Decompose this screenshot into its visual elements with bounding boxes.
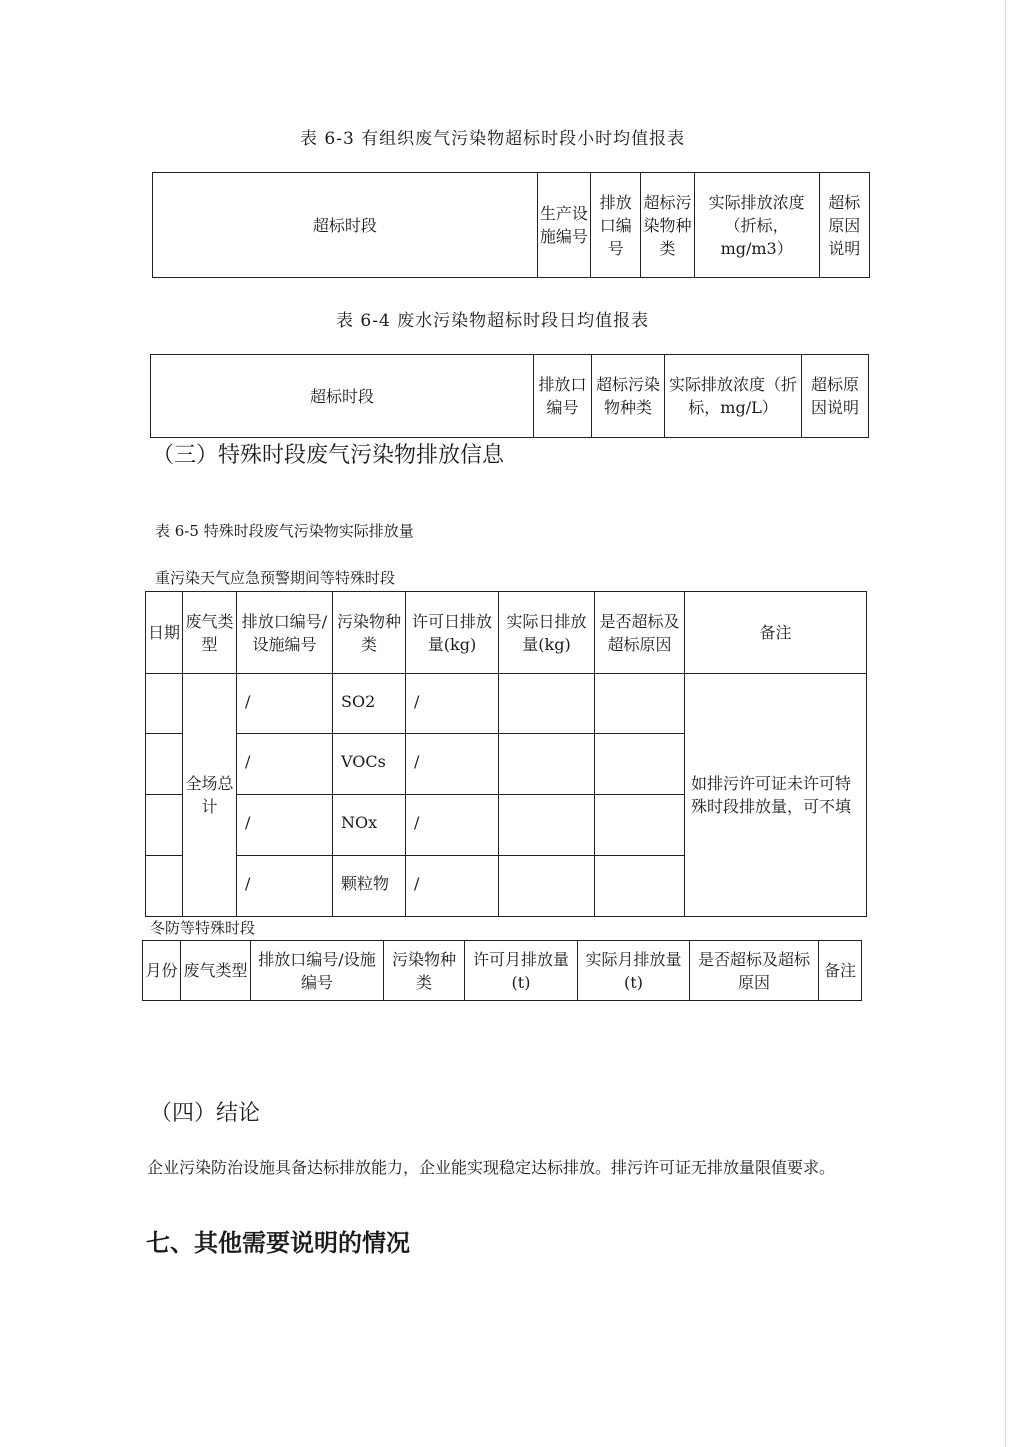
header-cell: 实际排放浓度（折标，mg/L）: [665, 355, 802, 438]
header-cell: 许可日排放量(kg): [406, 592, 499, 674]
header-cell: 污染物种类: [333, 592, 406, 674]
page-edge-line: [1005, 0, 1006, 1447]
header-cell: 废气类型: [181, 941, 251, 1001]
section-4-title: （四）结论: [150, 1101, 261, 1126]
header-cell: 污染物种类: [384, 941, 465, 1001]
date-cell: [146, 795, 183, 856]
header-cell: 超标污染物种类: [592, 355, 665, 438]
section-7-heading: 七、其他需要说明的情况: [146, 1229, 410, 1257]
header-cell: 备注: [819, 941, 862, 1001]
outlet-cell: /: [237, 734, 333, 795]
table-6-5-subtitle-1: 重污染天气应急预警期间等特殊时段: [155, 569, 396, 587]
exceed-cell: [595, 734, 685, 795]
outlet-cell: /: [237, 674, 333, 734]
pollutant-cell: VOCs: [333, 734, 406, 795]
header-cell: 生产设施编号: [537, 173, 590, 278]
remark-cell: 如排污许可证未许可特殊时段排放量，可不填: [685, 674, 867, 917]
table-6-5-caption: 表 6-5 特殊时段废气污染物实际排放量: [155, 522, 414, 540]
header-cell: 实际月排放量(t): [578, 941, 690, 1001]
header-cell: 是否超标及超标原因: [595, 592, 685, 674]
date-cell: [146, 674, 183, 734]
date-cell: [146, 734, 183, 795]
table-6-4: [150, 354, 869, 438]
header-cell: 排放口编号/设施编号: [251, 941, 384, 1001]
permit-cell: /: [406, 795, 499, 856]
table-6-3: [152, 172, 870, 278]
header-cell: 废气类型: [183, 592, 237, 674]
header-cell: 实际排放浓度（折标，mg/m3）: [694, 173, 819, 278]
actual-cell: [499, 795, 595, 856]
exceed-cell: [595, 674, 685, 734]
header-cell: 超标时段: [153, 173, 538, 278]
permit-cell: /: [406, 734, 499, 795]
pollutant-cell: SO2: [333, 674, 406, 734]
exceed-cell: [595, 856, 685, 917]
pollutant-cell: 颗粒物: [333, 856, 406, 917]
actual-cell: [499, 856, 595, 917]
table-6-5-winter: [142, 940, 862, 1001]
table-6-3-caption: 表 6-3 有组织废气污染物超标时段小时均值报表: [300, 129, 686, 149]
actual-cell: [499, 674, 595, 734]
header-cell: 月份: [143, 941, 181, 1001]
table-6-5-heavy-pollution: [145, 591, 867, 917]
table-6-5-subtitle-2: 冬防等特殊时段: [150, 919, 256, 937]
date-cell: [146, 856, 183, 917]
header-cell: 超标时段: [151, 355, 534, 438]
gas-type-cell: 全场总计: [183, 674, 237, 917]
header-cell: 排放口编号: [534, 355, 592, 438]
actual-cell: [499, 734, 595, 795]
header-cell: 许可月排放量(t): [465, 941, 578, 1001]
conclusion-paragraph: 企业污染防治设施具备达标排放能力，企业能实现稳定达标排放。排污许可证无排放量限值要求。: [147, 1158, 836, 1177]
permit-cell: /: [406, 674, 499, 734]
header-cell: 超标污染物种类: [641, 173, 694, 278]
header-cell: 超标原因说明: [819, 173, 869, 278]
header-cell: 排放口编号/设施编号: [237, 592, 333, 674]
outlet-cell: /: [237, 856, 333, 917]
table-6-4-caption: 表 6-4 废水污染物超标时段日均值报表: [336, 311, 650, 331]
section-3-title: （三）特殊时段废气污染物排放信息: [152, 443, 505, 468]
permit-cell: /: [406, 856, 499, 917]
table-row: [146, 674, 867, 734]
outlet-cell: /: [237, 795, 333, 856]
header-cell: 排放口编号: [591, 173, 641, 278]
pollutant-cell: NOx: [333, 795, 406, 856]
header-cell: 备注: [685, 592, 867, 674]
header-cell: 超标原因说明: [802, 355, 869, 438]
header-cell: 日期: [146, 592, 183, 674]
header-cell: 实际日排放量(kg): [499, 592, 595, 674]
header-cell: 是否超标及超标原因: [690, 941, 819, 1001]
exceed-cell: [595, 795, 685, 856]
